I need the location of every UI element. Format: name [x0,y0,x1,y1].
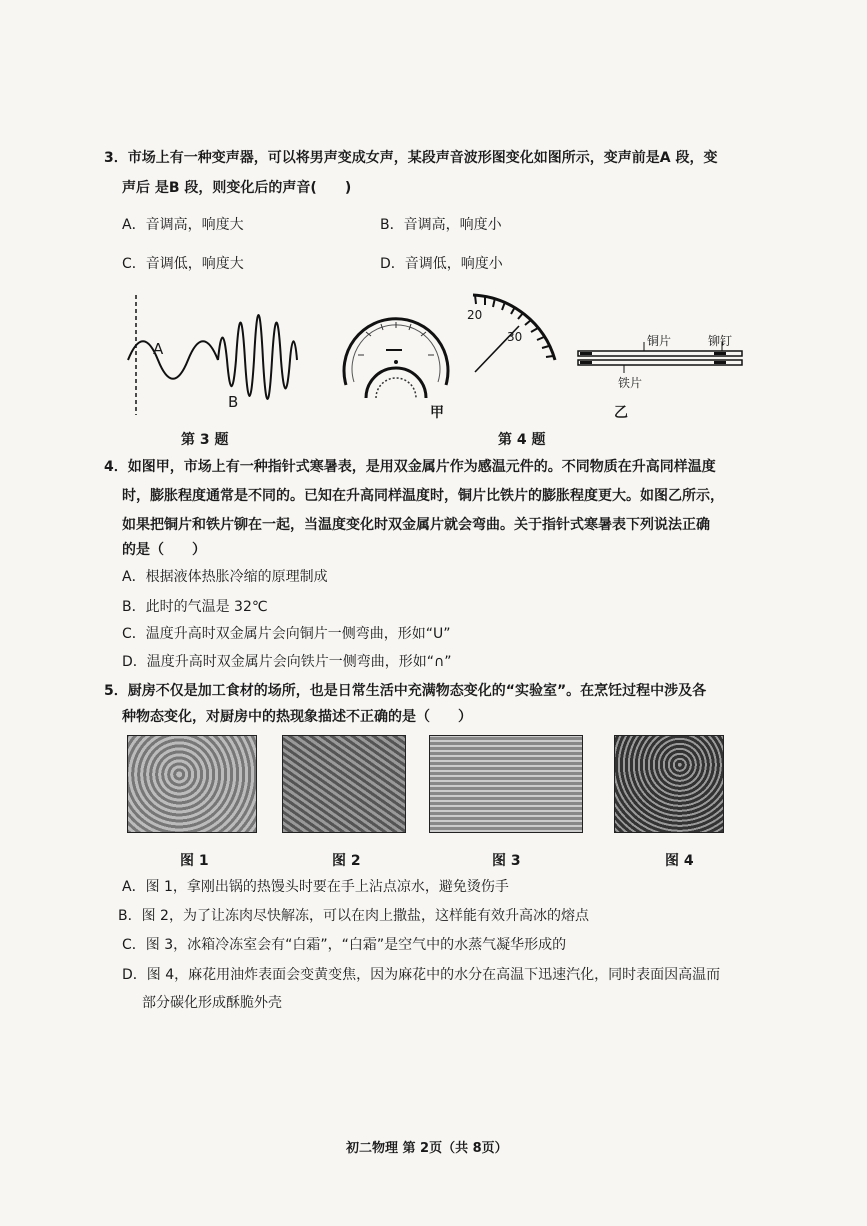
gauge-label-30: 30 [507,330,523,344]
q5-option-b: B．图 2，为了让冻肉尽快解冻，可以在肉上撒盐，这样能有效升高冰的熔点 [118,908,589,924]
q3-option-d: D．音调低，响度小 [380,256,503,272]
caption-q4: 第 4 题 [498,432,546,448]
q3-option-a: A．音调高，响度大 [122,217,244,233]
fig4-caption: 图 4 [665,853,694,869]
wave-label-b: B [228,393,239,411]
fig1-steamed-bun-photo [127,735,257,833]
q5-option-a: A．图 1，拿刚出锅的热馒头时要在手上沾点凉水，避免烫伤手 [122,879,509,895]
wave-label-a: A [153,340,164,358]
fig2-frozen-meat-photo [282,735,406,833]
q3-option-c: C．音调低，响度大 [122,256,244,272]
wave-b [218,315,297,399]
fig2-caption: 图 2 [332,853,361,869]
fig1-caption: 图 1 [180,853,209,869]
q5-option-c: C．图 3，冰箱冷冻室会有“白霜”，“白霜”是空气中的水蒸气凝华形成的 [122,937,567,953]
wave-a [128,341,218,379]
q5-option-d: D．图 4，麻花用油炸表面会变黄变焦，因为麻花中的水分在高温下迅速汽化，同时表面因高温而 [122,967,721,983]
page-footer: 初二物理 第 2页（共 8页） [346,1141,508,1156]
bimetal-strip-figure [576,345,746,375]
q4-option-c: C．温度升高时双金属片会向铜片一侧弯曲，形如“U” [122,626,451,642]
label-rivet: 铆钉 [708,334,733,348]
thermometer-gauge-icon [336,300,456,400]
gauge-label-20: 20 [467,308,483,322]
q4-line4: 的是（ ） [122,542,206,558]
q4-option-d: D．温度升高时双金属片会向铁片一侧弯曲，形如“∩” [122,654,452,670]
label-yi: 乙 [614,405,628,421]
fig3-freezer-frost-photo [429,735,583,833]
fig4-fried-twist-photo [614,735,724,833]
q3-line2: 声后 是B 段，则变化后的声音( ) [122,180,352,196]
q5-option-d-continued: 部分碳化形成酥脆外壳 [142,995,282,1011]
q5-line1: 5．厨房不仅是加工食材的场所，也是日常生活中充满物态变化的“实验室”。在烹饪过程中涉及各 [104,683,707,699]
q4-option-b: B．此时的气温是 32℃ [122,599,268,615]
q4-line3: 如果把铜片和铁片铆在一起，当温度变化时双金属片就会弯曲。关于指针式寒暑表下列说法正确 [122,517,710,533]
q3-option-b: B．音调高，响度小 [380,217,502,233]
label-iron: 铁片 [618,376,643,390]
label-copper: 铜片 [647,334,672,348]
caption-q3: 第 3 题 [181,432,229,448]
q5-line2: 种物态变化，对厨房中的热现象描述不正确的是（ ） [122,709,472,725]
q4-option-a: A．根据液体热胀冷缩的原理制成 [122,569,328,585]
fig3-caption: 图 3 [492,853,521,869]
q4-line1: 4．如图甲，市场上有一种指针式寒暑表，是用双金属片作为感温元件的。不同物质在升高同样温度 [104,459,716,475]
q3-waveform-figure [120,290,310,420]
label-jia: 甲 [430,405,444,421]
q4-line2: 时，膨胀程度通常是不同的。已知在升高同样温度时，铜片比铁片的膨胀程度更大。如图乙所示， [122,488,724,504]
q3-line1: 3．市场上有一种变声器，可以将男声变成女声，某段声音波形图变化如图所示，变声前是A 段，变 [104,150,718,166]
